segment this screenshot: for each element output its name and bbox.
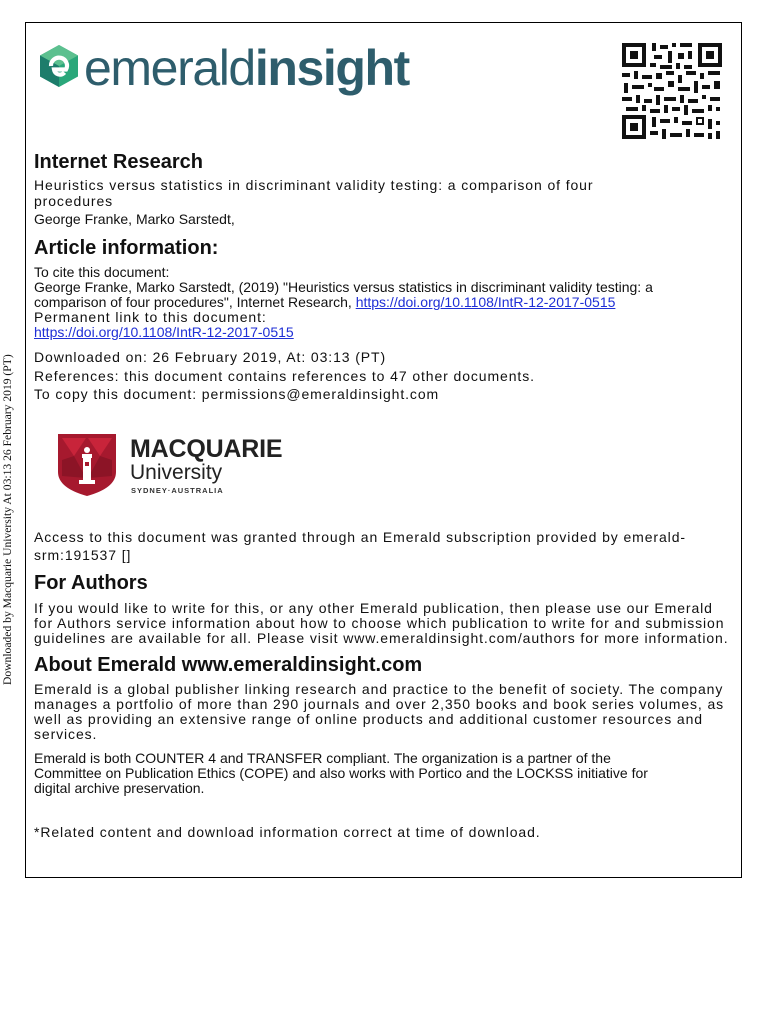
macquarie-shield-icon <box>58 434 116 496</box>
qr-code[interactable] <box>620 41 724 141</box>
about-paragraph-2-line-1: Emerald is both COUNTER 4 and TRANSFER compliant. The organization is a partner of the <box>34 750 611 766</box>
permanent-link-line <box>34 325 294 341</box>
citation-line-2-text: comparison of four procedures", Internet Research, <box>34 294 356 310</box>
institution-subname: University <box>130 461 223 484</box>
about-paragraph-1-line-4: services. <box>34 726 98 742</box>
institution-location: SYDNEY·AUSTRALIA <box>131 486 224 495</box>
citation-doi-link[interactable]: https://doi.org/10.1108/IntR-12-2017-0515 <box>355 294 616 310</box>
download-stamp <box>1 340 17 685</box>
downloaded-on: Downloaded on: 26 February 2019, At: 03:13 (PT) <box>34 349 387 365</box>
article-title-line-1: Heuristics versus statistics in discriminant validity testing: a comparison of four <box>34 177 594 193</box>
footnote: *Related content and download information correct at time of download. <box>34 824 541 840</box>
for-authors-line-2: for Authors service information about how to choose which publication to write for and submission <box>34 615 725 631</box>
institution-logo <box>58 432 288 498</box>
about-paragraph-1-line-3: well as providing an extensive range of online products and additional customer resources and <box>34 711 703 727</box>
journal-title: Internet Research <box>34 151 203 173</box>
logo-wordmark <box>84 38 409 98</box>
about-paragraph-2-line-3: digital archive preservation. <box>34 780 205 796</box>
logo-text-light: emerald <box>84 40 255 96</box>
article-title-line-2: procedures <box>34 193 114 209</box>
emerald-insight-logo[interactable] <box>40 38 430 98</box>
for-authors-line-3: guidelines are available for all. Please visit www.emeraldinsight.com/authors for more information. <box>34 630 729 646</box>
references-count: References: this document contains references to 47 other documents. <box>34 368 535 384</box>
for-authors-heading: For Authors <box>34 572 148 594</box>
authors: George Franke, Marko Sarstedt, <box>34 211 235 227</box>
permanent-link-label: Permanent link to this document: <box>34 309 267 325</box>
about-emerald-heading: About Emerald www.emeraldinsight.com <box>34 654 423 676</box>
for-authors-line-1: If you would like to write for this, or any other Emerald publication, then please use our Emerald <box>34 600 713 616</box>
logo-text-bold: insight <box>254 40 409 96</box>
article-information-heading: Article information: <box>34 237 219 259</box>
citation-line-1: George Franke, Marko Sarstedt, (2019) "Heuristics versus statistics in discriminant validity testing: a <box>34 279 653 295</box>
institution-name: MACQUARIE <box>130 435 283 463</box>
access-line-1: Access to this document was granted through an Emerald subscription provided by emerald- <box>34 529 686 545</box>
about-paragraph-1-line-2: manages a portfolio of more than 290 journals and over 2,350 books and book series volumes, as <box>34 696 725 712</box>
about-paragraph-1-line-1: Emerald is a global publisher linking research and practice to the benefit of society. The company <box>34 681 724 697</box>
access-line-2: srm:191537 [] <box>34 547 132 563</box>
permanent-doi-link[interactable]: https://doi.org/10.1108/IntR-12-2017-0515 <box>34 324 294 340</box>
emerald-logo-icon <box>40 45 78 87</box>
about-paragraph-2-line-2: Committee on Publication Ethics (COPE) and also works with Portico and the LOCKSS initiative for <box>34 765 648 781</box>
cite-label: To cite this document: <box>34 264 170 280</box>
copy-permissions: To copy this document: permissions@emeraldinsight.com <box>34 386 440 402</box>
download-stamp-text: Downloaded by Macquarie University At 03:13 26 February 2019 (PT) <box>1 354 14 685</box>
